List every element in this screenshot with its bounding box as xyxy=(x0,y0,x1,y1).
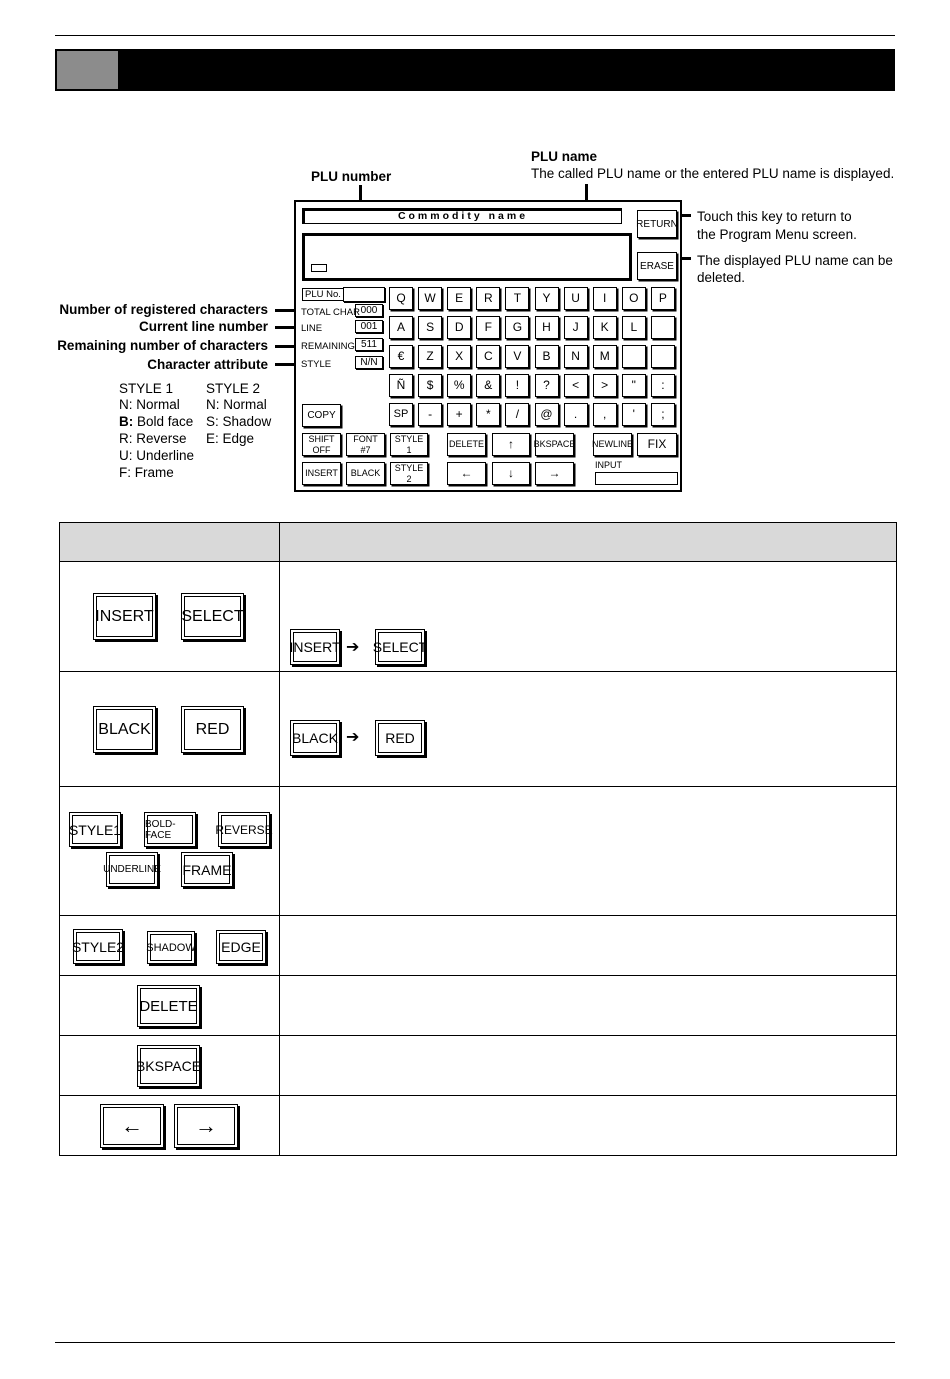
total-char-label: TOTAL CHAR xyxy=(301,307,360,318)
row-divider xyxy=(59,786,897,787)
style-legend-text: Reverse xyxy=(132,431,187,446)
char-key[interactable]: . xyxy=(564,403,588,426)
char-key[interactable]: F xyxy=(476,316,500,339)
remaining-label: REMAINING xyxy=(301,341,355,352)
column-divider xyxy=(279,522,280,1156)
bottom-rule xyxy=(55,1342,895,1343)
section-banner xyxy=(55,49,895,91)
plu-no-label: PLU No. xyxy=(302,288,344,301)
black-key[interactable]: BLACK xyxy=(93,706,156,753)
red-key[interactable]: RED xyxy=(181,706,244,753)
erase-desc-1: The displayed PLU name can be xyxy=(697,253,893,268)
char-key[interactable]: $ xyxy=(418,374,442,397)
screen-title: Commodity name xyxy=(302,208,622,224)
right-arrow-key[interactable]: → xyxy=(174,1104,238,1148)
char-key[interactable]: D xyxy=(447,316,471,339)
style2-button[interactable]: STYLE 2 xyxy=(390,462,428,485)
char-key[interactable]: B xyxy=(535,345,559,368)
arrow-right-icon: ➔ xyxy=(346,729,360,746)
char-key[interactable]: T xyxy=(505,287,529,310)
style-legend-item xyxy=(119,397,180,412)
row-divider xyxy=(59,915,897,916)
underline-key[interactable]: UNDERLINE xyxy=(106,852,158,887)
style-legend-key: E: xyxy=(206,431,219,446)
style-legend-key: F: xyxy=(119,465,131,480)
style-legend-item xyxy=(119,465,174,480)
char-key[interactable]: E xyxy=(447,287,471,310)
black-button[interactable]: BLACK xyxy=(346,462,385,485)
style-legend-text: Shadow xyxy=(218,414,272,429)
line-value: 001 xyxy=(355,320,383,333)
delete-button[interactable]: DELETE xyxy=(447,433,486,456)
char-key[interactable]: W xyxy=(418,287,442,310)
row-divider xyxy=(59,671,897,672)
insert-key-small: INSERT xyxy=(290,629,340,665)
char-key[interactable]: N xyxy=(564,345,588,368)
char-key[interactable]: P xyxy=(651,287,675,310)
style-legend-item xyxy=(206,431,254,446)
char-key[interactable]: ? xyxy=(535,374,559,397)
char-key[interactable]: K xyxy=(593,316,617,339)
style-legend-item xyxy=(119,448,194,463)
style-legend-key: U: xyxy=(119,448,133,463)
char-key[interactable]: J xyxy=(564,316,588,339)
left-arrow-key[interactable]: ← xyxy=(100,1104,164,1148)
char-key[interactable]: A xyxy=(389,316,413,339)
char-key[interactable]: Ñ xyxy=(389,374,413,397)
style1-key[interactable]: STYLE1 xyxy=(69,812,121,847)
erase-desc-2: deleted. xyxy=(697,270,746,285)
input-field[interactable] xyxy=(595,472,678,485)
style-label: STYLE xyxy=(301,359,332,370)
char-key[interactable]: @ xyxy=(535,403,559,426)
style1-button[interactable]: STYLE 1 xyxy=(390,433,428,456)
char-key[interactable]: " xyxy=(622,374,646,397)
char-key[interactable]: X xyxy=(447,345,471,368)
char-key[interactable] xyxy=(651,345,675,368)
plu-name-title: PLU name xyxy=(531,149,598,164)
registered-chars-callout: Number of registered characters xyxy=(59,302,268,317)
char-key[interactable]: € xyxy=(389,345,413,368)
insert-key[interactable]: INSERT xyxy=(93,593,156,640)
char-key[interactable]: Z xyxy=(418,345,442,368)
row-divider xyxy=(59,975,897,976)
text-cursor xyxy=(311,264,327,272)
char-key[interactable]: + xyxy=(447,403,471,426)
char-key[interactable]: : xyxy=(651,374,675,397)
char-key[interactable]: ' xyxy=(622,403,646,426)
char-key[interactable]: SP xyxy=(389,403,413,426)
remaining-chars-callout: Remaining number of characters xyxy=(57,338,268,353)
plu-no-field[interactable] xyxy=(343,287,385,302)
row-divider xyxy=(59,1035,897,1036)
style-legend-text: Normal xyxy=(219,397,267,412)
frame-key[interactable]: FRAME xyxy=(181,852,233,887)
line-label: LINE xyxy=(301,323,323,334)
reverse-key[interactable]: REVERSE xyxy=(218,812,270,847)
erase-button[interactable]: ERASE xyxy=(637,252,677,280)
style-legend-key: N: xyxy=(206,397,220,412)
style-legend-text: Edge xyxy=(218,431,255,446)
char-key[interactable]: % xyxy=(447,374,471,397)
style-legend-item xyxy=(119,414,193,429)
return-desc-2: the Program Menu screen. xyxy=(697,227,857,242)
style-legend-key: B: xyxy=(119,414,134,429)
char-key[interactable]: , xyxy=(593,403,617,426)
char-key[interactable]: G xyxy=(505,316,529,339)
style-legend-key: R: xyxy=(119,431,133,446)
style2-key[interactable]: STYLE2 xyxy=(73,929,123,964)
char-key[interactable]: * xyxy=(476,403,500,426)
style-legend-item xyxy=(206,397,267,412)
plu-name-display xyxy=(302,233,632,281)
plu-name-desc: The called PLU name or the entered PLU name is displayed. xyxy=(531,166,895,181)
right-arrow-button[interactable]: → xyxy=(535,462,574,485)
char-key[interactable]: ! xyxy=(505,374,529,397)
char-attribute-callout: Character attribute xyxy=(147,357,268,372)
char-key[interactable]: ; xyxy=(651,403,675,426)
insert-button[interactable]: INSERT xyxy=(302,462,341,485)
char-key[interactable]: Y xyxy=(535,287,559,310)
char-key[interactable]: U xyxy=(564,287,588,310)
font-line2: #7 xyxy=(360,444,371,455)
char-key[interactable]: / xyxy=(505,403,529,426)
select-key[interactable]: SELECT xyxy=(181,593,244,640)
style1-title: STYLE 1 xyxy=(119,381,174,396)
char-key[interactable] xyxy=(622,345,646,368)
delete-key[interactable]: DELETE xyxy=(137,985,200,1027)
char-key[interactable]: Q xyxy=(389,287,413,310)
bold-face-key[interactable]: BOLD-FACE xyxy=(144,812,196,847)
shift-button[interactable] xyxy=(302,433,341,456)
black-key-small: BLACK xyxy=(290,720,340,756)
char-key[interactable]: < xyxy=(564,374,588,397)
char-key[interactable]: H xyxy=(535,316,559,339)
total-char-value: 000 xyxy=(355,304,383,317)
font-line1: FONT xyxy=(353,433,378,444)
bkspace-button[interactable]: BKSPACE xyxy=(535,433,574,456)
style-legend-key: S: xyxy=(206,414,219,429)
down-arrow-button[interactable]: ↓ xyxy=(492,462,530,485)
char-key[interactable] xyxy=(651,316,675,339)
style-legend-text: Normal xyxy=(132,397,180,412)
newline-button[interactable]: NEWLINE xyxy=(593,433,632,456)
edge-key[interactable]: EDGE xyxy=(216,930,266,964)
char-key[interactable]: S xyxy=(418,316,442,339)
style-legend-text: Frame xyxy=(131,465,174,480)
up-arrow-button[interactable]: ↑ xyxy=(492,433,530,456)
return-button[interactable]: RETURN xyxy=(637,210,677,238)
copy-button[interactable]: COPY xyxy=(302,404,341,427)
style2-title: STYLE 2 xyxy=(206,381,261,396)
char-key[interactable]: R xyxy=(476,287,500,310)
font-button[interactable] xyxy=(346,433,385,456)
char-key[interactable]: O xyxy=(622,287,646,310)
style-legend-item xyxy=(206,414,271,429)
bkspace-key[interactable]: BKSPACE xyxy=(137,1045,200,1087)
char-key[interactable]: - xyxy=(418,403,442,426)
input-label: INPUT xyxy=(595,460,622,470)
char-key[interactable]: V xyxy=(505,345,529,368)
style-value: N/N xyxy=(355,356,383,369)
top-rule xyxy=(55,35,895,36)
style-legend-text: Bold face xyxy=(133,414,194,429)
style-legend-key: N: xyxy=(119,397,133,412)
select-key-small: SELECT xyxy=(375,629,425,665)
row-divider xyxy=(59,1095,897,1096)
section-number-box xyxy=(57,51,118,89)
style-legend-text: Underline xyxy=(132,448,195,463)
remaining-value: 511 xyxy=(355,338,383,351)
current-line-callout: Current line number xyxy=(138,319,268,334)
return-desc-1: Touch this key to return to xyxy=(697,209,852,224)
char-key[interactable]: I xyxy=(593,287,617,310)
shadow-key[interactable]: SHADOW xyxy=(147,931,195,964)
char-key[interactable]: L xyxy=(622,316,646,339)
shift-line2: OFF xyxy=(312,444,331,455)
fix-button[interactable]: FIX xyxy=(637,433,677,456)
red-key-small: RED xyxy=(375,720,425,756)
char-key[interactable]: C xyxy=(476,345,500,368)
arrow-right-icon: ➔ xyxy=(346,639,360,656)
style-legend-item xyxy=(119,431,187,446)
left-arrow-button[interactable]: ← xyxy=(447,462,486,485)
plu-number-callout: PLU number xyxy=(311,169,392,184)
char-key[interactable]: & xyxy=(476,374,500,397)
char-key[interactable]: > xyxy=(593,374,617,397)
shift-line1: SHIFT xyxy=(308,433,335,444)
char-key[interactable]: M xyxy=(593,345,617,368)
